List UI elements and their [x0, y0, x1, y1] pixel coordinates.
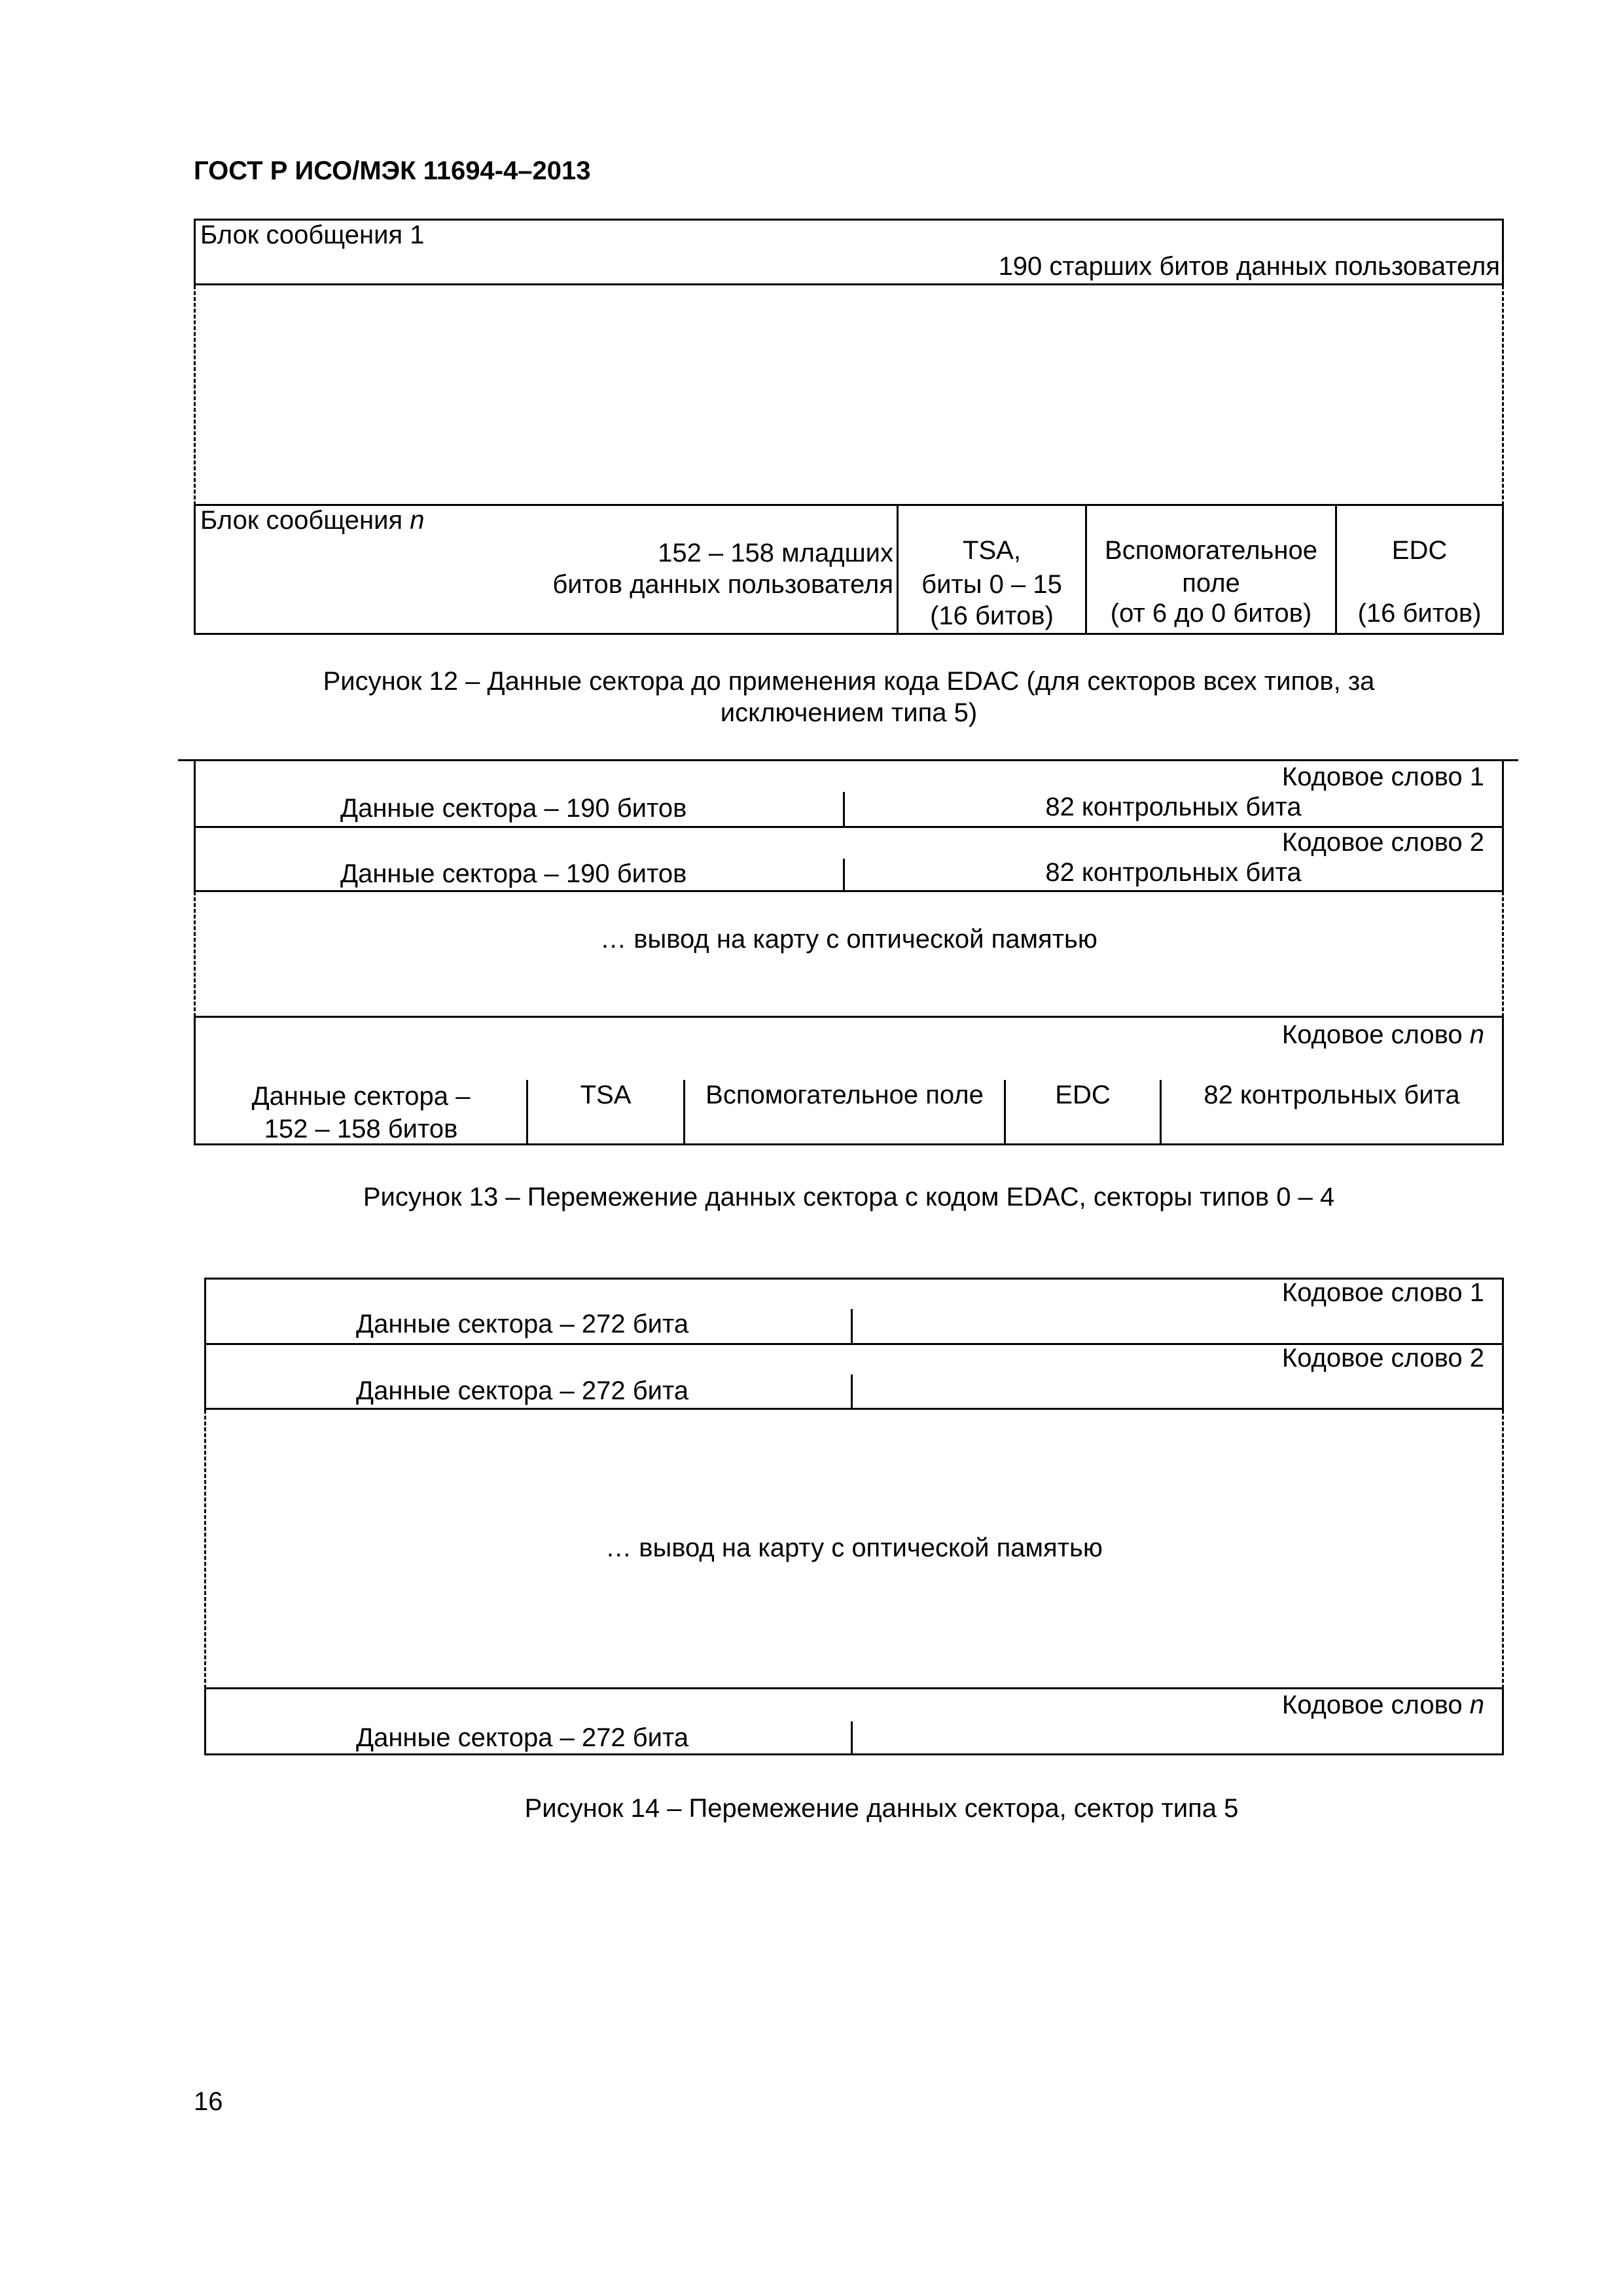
- sector-data-272-label: Данные сектора – 272 бита: [356, 1310, 689, 1338]
- aux-line1: Вспомогательное: [1105, 536, 1317, 565]
- codeword-n-label: Кодовое слово n: [1281, 1020, 1484, 1049]
- sector-data-line2: 152 – 158 битов: [264, 1115, 458, 1143]
- dashed-right: [1502, 285, 1504, 505]
- dashed-right: [1502, 891, 1504, 1017]
- sector-data-line1: Данные сектора –: [251, 1082, 471, 1111]
- figure-12-caption-line2: исключением типа 5): [720, 698, 978, 727]
- output-to-card-label: … вывод на карту с оптической памятью: [605, 1534, 1103, 1562]
- data-check-divider: [851, 1721, 853, 1755]
- check-bits-label: 82 контрольных бита: [1045, 793, 1302, 821]
- codeword-1-label: Кодовое слово 1: [1281, 762, 1484, 791]
- row-separator: [194, 890, 1504, 892]
- top-rule: [178, 759, 1518, 761]
- sector-data-272-label: Данные сектора – 272 бита: [356, 1376, 689, 1405]
- edc-line3: (16 битов): [1357, 599, 1482, 628]
- low-bits-line2: битов данных пользователя: [552, 570, 893, 599]
- high-bits-label: 190 старших битов данных пользователя: [998, 252, 1500, 281]
- edc-cell: EDC: [1055, 1081, 1111, 1109]
- aux-field-cell: Вспомогательное поле: [705, 1081, 984, 1109]
- sector-data-272-label: Данные сектора – 272 бита: [356, 1723, 689, 1752]
- border-right: [1502, 759, 1504, 891]
- figure-14-caption: Рисунок 14 – Перемежение данных сектора, сектор типа 5: [524, 1794, 1239, 1823]
- dashed-left: [194, 891, 196, 1017]
- tsa-cell: TSA: [580, 1081, 632, 1109]
- message-block-n-label: Блок сообщения n: [200, 506, 425, 535]
- tsa-line1: TSA,: [963, 536, 1021, 565]
- sector-data-190-label: Данные сектора – 190 битов: [340, 794, 687, 823]
- edc-line1: EDC: [1391, 536, 1448, 565]
- tsa-line2: биты 0 – 15: [921, 570, 1062, 599]
- dashed-left: [194, 285, 196, 505]
- data-check-divider: [851, 1309, 853, 1343]
- codeword-2-label: Кодовое слово 2: [1281, 828, 1484, 857]
- low-bits-line1: 152 – 158 младших: [658, 539, 893, 567]
- check-bits-cell: 82 контрольных бита: [1204, 1081, 1460, 1109]
- codeword-2-label: Кодовое слово 2: [1281, 1344, 1484, 1372]
- document-header: ГОСТ Р ИСО/МЭК 11694-4–2013: [194, 156, 591, 185]
- page-number: 16: [194, 2087, 223, 2116]
- aux-line2: поле: [1182, 569, 1240, 598]
- figure-13-caption: Рисунок 13 – Перемежение данных сектора с кодом EDAC, секторы типов 0 – 4: [363, 1183, 1335, 1211]
- output-to-card-label: … вывод на карту с оптической памятью: [600, 925, 1097, 954]
- sector-data-190-label: Данные сектора – 190 битов: [340, 859, 687, 888]
- check-bits-label: 82 контрольных бита: [1045, 858, 1302, 887]
- aux-line3: (от 6 до 0 битов): [1110, 599, 1312, 628]
- message-block-1-label: Блок сообщения 1: [200, 221, 425, 249]
- data-check-divider: [851, 1374, 853, 1410]
- tsa-line3: (16 битов): [930, 601, 1054, 630]
- codeword-n-label: Кодовое слово n: [1281, 1691, 1484, 1719]
- border-left: [194, 759, 196, 891]
- codeword-1-label: Кодовое слово 1: [1281, 1278, 1484, 1307]
- figure-12-caption-line1: Рисунок 12 – Данные сектора до применения кода EDAC (для секторов всех типов, за: [323, 667, 1375, 696]
